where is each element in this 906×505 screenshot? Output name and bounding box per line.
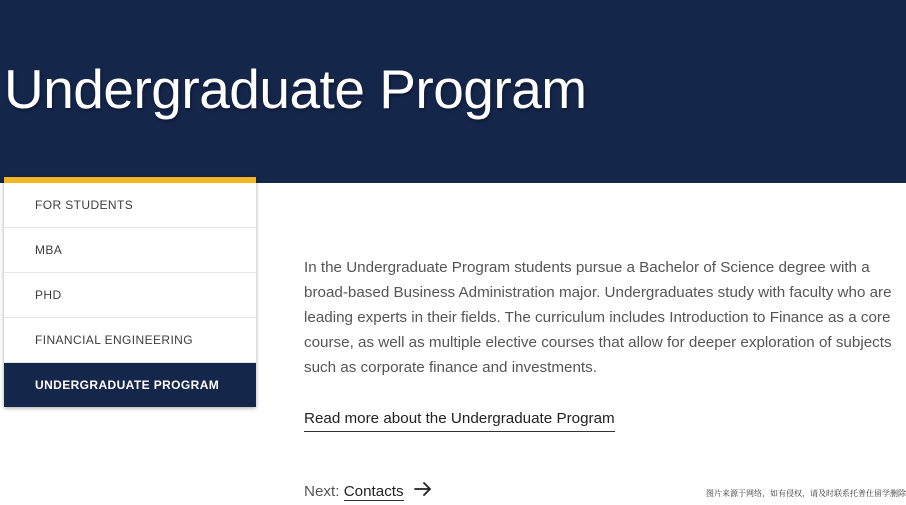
next-label: Next:	[304, 483, 340, 500]
read-more-link[interactable]: Read more about the Undergraduate Program	[304, 406, 615, 432]
sidebar-item-financial-engineering[interactable]: FINANCIAL ENGINEERING	[4, 318, 256, 363]
section-sidebar-nav	[4, 177, 256, 407]
next-page-navigation	[304, 479, 432, 504]
sidebar-item-for-students[interactable]: FOR STUDENTS	[4, 183, 256, 228]
sidebar-item-phd[interactable]: PHD	[4, 273, 256, 318]
program-description: In the Undergraduate Program students pursue a Bachelor of Science degree with a broad-based Business Administration major. Undergraduates study with faculty who are leading experts in their fields. The curriculum includes Introduction to Finance as a core course, as well as multiple elective courses that allow for deeper exploration of subjects such as corporate finance and investments.	[304, 259, 892, 376]
sidebar-item-undergraduate-program[interactable]: UNDERGRADUATE PROGRAM	[4, 363, 256, 407]
image-source-watermark: 图片来源于网络，如有侵权，请及时联系托普仕留学删除	[706, 489, 906, 498]
page-header	[0, 0, 906, 183]
sidebar-item-mba[interactable]: MBA	[4, 228, 256, 273]
arrow-right-icon[interactable]	[414, 479, 432, 504]
program-content	[304, 255, 904, 380]
page-title: Undergraduate Program	[4, 58, 587, 120]
next-contacts-link[interactable]: Contacts	[343, 483, 404, 500]
